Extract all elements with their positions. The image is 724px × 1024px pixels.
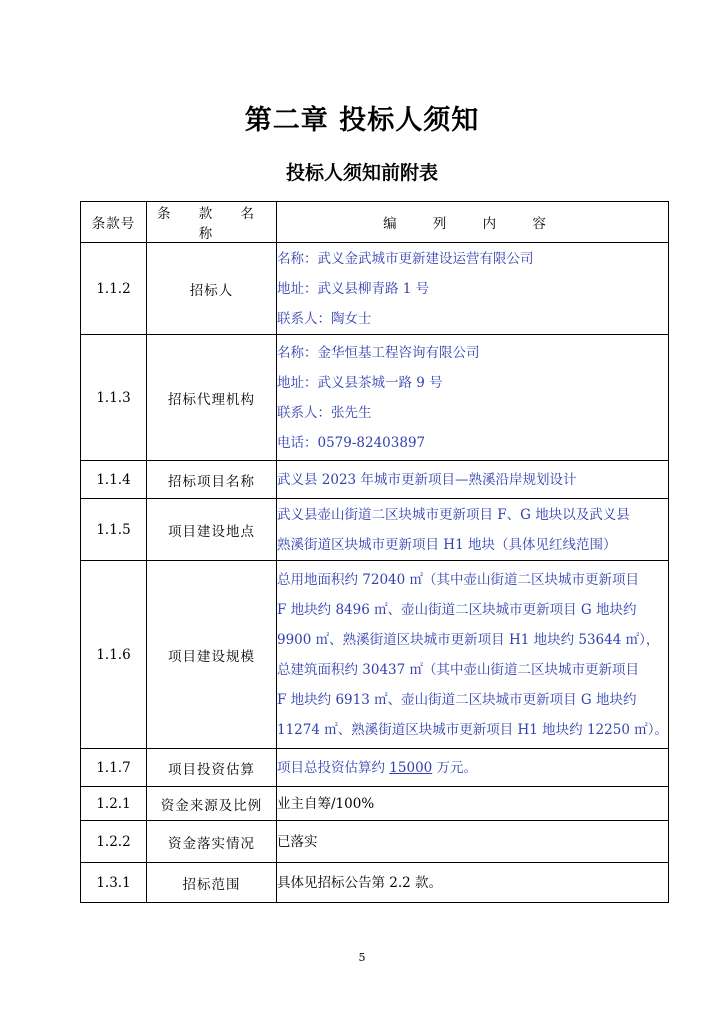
investment-prefix: 项目总投资估算约 xyxy=(277,759,390,776)
content-line: 9900 ㎡、熟溪街道区块城市更新项目 H1 地块约 53644 ㎡）， xyxy=(277,631,660,648)
clause-number: 1.1.6 xyxy=(81,561,147,749)
header-clause-name: 条 款 名 称 xyxy=(147,202,277,243)
header-clause-number: 条款号 xyxy=(81,202,147,243)
content-line: 武义县壶山街道二区块城市更新项目 F、G 地块以及武义县 xyxy=(277,506,630,523)
clause-content xyxy=(277,461,669,499)
clause-name: 招标范围 xyxy=(147,863,277,903)
table-row xyxy=(81,863,669,903)
clause-number: 1.1.7 xyxy=(81,749,147,787)
content-line: 熟溪街道区块城市更新项目 H1 地块（具体见红线范围） xyxy=(277,536,617,553)
chapter-title: 第二章 投标人须知 xyxy=(244,105,480,136)
investment-amount: 15000 xyxy=(389,759,433,776)
page-number: 5 xyxy=(358,951,366,964)
content-line: 总建筑面积约 30437 ㎡（其中壶山街道二区块城市更新项目 xyxy=(277,661,640,678)
table-title: 投标人须知前附表 xyxy=(285,162,438,184)
clause-name: 项目建设规模 xyxy=(147,561,277,749)
header-content: 编 列 内 容 xyxy=(277,202,669,243)
table-row xyxy=(81,561,669,749)
content-line: 名称：金华恒基工程咨询有限公司 xyxy=(277,344,480,361)
content-line: 11274 ㎡、熟溪街道区块城市更新项目 H1 地块约 12250 ㎡）。 xyxy=(277,721,668,738)
clause-name: 招标代理机构 xyxy=(147,335,277,461)
clause-content xyxy=(277,821,669,863)
clause-number: 1.3.1 xyxy=(81,863,147,903)
table-header-row xyxy=(81,202,669,243)
clause-content xyxy=(277,335,669,461)
content-line: 电话：0579-82403897 xyxy=(277,434,426,451)
clause-name: 资金来源及比例 xyxy=(147,787,277,821)
clause-number: 1.1.2 xyxy=(81,243,147,335)
table-row xyxy=(81,499,669,561)
clause-name: 招标人 xyxy=(147,243,277,335)
clause-content xyxy=(277,243,669,335)
clause-name: 项目投资估算 xyxy=(147,749,277,787)
table-row xyxy=(81,461,669,499)
table-row xyxy=(81,749,669,787)
clause-number: 1.2.2 xyxy=(81,821,147,863)
investment-line xyxy=(277,753,668,783)
clause-content xyxy=(277,561,669,749)
investment-suffix: 万元。 xyxy=(432,759,478,776)
clause-name: 项目建设地点 xyxy=(147,499,277,561)
content-line: 名称：武义金武城市更新建设运营有限公司 xyxy=(277,250,534,267)
content-line: 已落实 xyxy=(277,833,318,850)
clause-content xyxy=(277,787,669,821)
bidder-instructions-table xyxy=(80,201,669,903)
clause-content xyxy=(277,499,669,561)
clause-number: 1.1.4 xyxy=(81,461,147,499)
table-row xyxy=(81,821,669,863)
clause-number: 1.2.1 xyxy=(81,787,147,821)
clause-number: 1.1.5 xyxy=(81,499,147,561)
content-line: 具体见招标公告第 2.2 款。 xyxy=(277,874,443,891)
content-line: 联系人：张先生 xyxy=(277,404,372,421)
clause-name: 资金落实情况 xyxy=(147,821,277,863)
content-line: 总用地面积约 72040 ㎡（其中壶山街道二区块城市更新项目 xyxy=(277,571,640,588)
content-line: F 地块约 8496 ㎡、壶山街道二区块城市更新项目 G 地块约 xyxy=(277,601,637,618)
content-line: 联系人：陶女士 xyxy=(277,310,372,327)
table-row xyxy=(81,243,669,335)
clause-content xyxy=(277,863,669,903)
table-row xyxy=(81,787,669,821)
clause-content xyxy=(277,749,669,787)
content-line: F 地块约 6913 ㎡、壶山街道二区块城市更新项目 G 地块约 xyxy=(277,691,637,708)
content-line: 业主自筹/100% xyxy=(277,795,375,812)
content-line: 地址：武义县柳青路 1 号 xyxy=(277,280,430,297)
clause-name: 招标项目名称 xyxy=(147,461,277,499)
clause-number: 1.1.3 xyxy=(81,335,147,461)
table-row xyxy=(81,335,669,461)
content-line: 地址：武义县茶城一路 9 号 xyxy=(277,374,443,391)
content-line: 武义县 2023 年城市更新项目—熟溪沿岸规划设计 xyxy=(277,471,577,488)
